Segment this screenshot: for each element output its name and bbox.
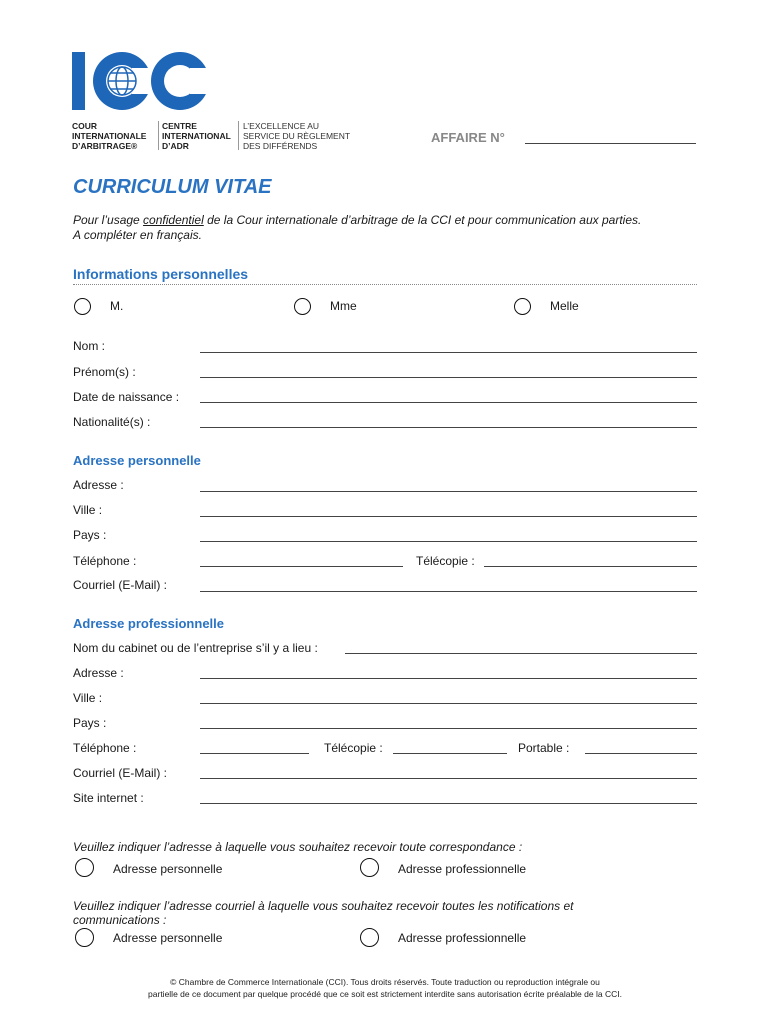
org-line: SERVICE DU RÈGLEMENT: [243, 131, 351, 141]
home-adresse-label: Adresse :: [73, 478, 124, 492]
work-fax-label: Télécopie :: [324, 741, 383, 755]
section-home-address: Adresse personnelle: [73, 453, 201, 468]
nom-label: Nom :: [73, 339, 106, 353]
logo-divider: [158, 121, 159, 150]
work-cabinet-label: Nom du cabinet ou de l’entreprise s’il y a lieu :: [73, 641, 318, 655]
radio-m[interactable]: [74, 298, 91, 315]
work-site-label: Site internet :: [73, 791, 144, 805]
footer-line-2: partielle de ce document par quelque procédé que ce soit est strictement interdite sans autorisation écrite préalable de la CCI.: [148, 989, 622, 999]
org-name-adr: [162, 121, 231, 151]
home-ville-field[interactable]: [200, 516, 697, 517]
work-phone-label: Téléphone :: [73, 741, 137, 755]
home-pays-label: Pays :: [73, 528, 107, 542]
org-line: INTERNATIONALE: [72, 131, 147, 141]
radio-correspondence-personal-label: Adresse personnelle: [113, 862, 223, 876]
work-mobile-label: Portable :: [518, 741, 570, 755]
logo-divider: [238, 121, 239, 150]
affaire-field[interactable]: [525, 143, 696, 144]
page-title: CURRICULUM VITAE: [73, 176, 272, 198]
work-phone-field[interactable]: [200, 753, 309, 754]
radio-email-professional[interactable]: [360, 928, 379, 947]
work-adresse-field[interactable]: [200, 678, 697, 679]
work-email-label: Courriel (E-Mail) :: [73, 766, 168, 780]
work-adresse-label: Adresse :: [73, 666, 124, 680]
radio-mme[interactable]: [294, 298, 311, 315]
icc-logo-mark: [72, 48, 212, 114]
radio-correspondence-personal[interactable]: [75, 858, 94, 877]
intro-line-1: [73, 213, 641, 228]
intro-line-2: A compléter en français.: [73, 228, 202, 242]
nationality-label: Nationalité(s) :: [73, 415, 151, 429]
org-line: COUR: [72, 121, 98, 131]
home-ville-label: Ville :: [73, 503, 103, 517]
section-divider: [73, 284, 697, 285]
section-work-address: Adresse professionnelle: [73, 616, 224, 631]
work-pays-field[interactable]: [200, 728, 697, 729]
radio-correspondence-professional[interactable]: [360, 858, 379, 877]
radio-correspondence-professional-label: Adresse professionnelle: [398, 862, 527, 876]
org-tagline: [243, 121, 350, 151]
home-fax-field[interactable]: [484, 566, 697, 567]
org-line: D’ADR: [162, 141, 189, 151]
birthdate-field[interactable]: [200, 402, 697, 403]
home-email-field[interactable]: [200, 591, 697, 592]
prenom-label: Prénom(s) :: [73, 365, 136, 379]
home-email-label: Courriel (E-Mail) :: [73, 578, 168, 592]
footer-line-1: © Chambre de Commerce Internationale (CCI). Tous droits réservés. Toute traduction ou reproduction intégrale ou: [170, 977, 600, 987]
intro-post: de la Cour internationale d’arbitrage de la CCI et pour communication aux parties.: [203, 213, 642, 227]
org-name-court: [72, 121, 146, 151]
intro-pre: Pour l’usage: [73, 213, 144, 227]
radio-mme-label: Mme: [330, 299, 357, 313]
affaire-label: AFFAIRE N°: [431, 130, 505, 145]
intro-text: [73, 213, 641, 243]
work-pays-label: Pays :: [73, 716, 107, 730]
intro-underlined: confidentiel: [143, 213, 204, 227]
prenom-field[interactable]: [200, 377, 697, 378]
work-cabinet-field[interactable]: [345, 653, 697, 654]
section-personal-info: Informations personnelles: [73, 266, 249, 282]
correspondence-question: Veuillez indiquer l’adresse à laquelle vous souhaitez recevoir toute correspondance :: [73, 840, 523, 854]
radio-email-professional-label: Adresse professionnelle: [398, 931, 527, 945]
radio-melle-label: Melle: [550, 299, 579, 313]
radio-melle[interactable]: [514, 298, 531, 315]
work-ville-field[interactable]: [200, 703, 697, 704]
icc-logo: [72, 48, 212, 114]
radio-m-label: M.: [110, 299, 124, 313]
home-phone-field[interactable]: [200, 566, 403, 567]
birthdate-label: Date de naissance :: [73, 390, 180, 404]
work-site-field[interactable]: [200, 803, 697, 804]
work-email-field[interactable]: [200, 778, 697, 779]
question-line-2: communications :: [73, 913, 167, 927]
footer-copyright: [60, 976, 710, 1000]
org-line: CENTRE: [162, 121, 197, 131]
work-fax-field[interactable]: [393, 753, 507, 754]
home-adresse-field[interactable]: [200, 491, 697, 492]
home-fax-label: Télécopie :: [416, 554, 475, 568]
home-pays-field[interactable]: [200, 541, 697, 542]
org-line: L’EXCELLENCE AU: [243, 121, 320, 131]
nom-field[interactable]: [200, 352, 697, 353]
org-line: DES DIFFÉRENDS: [243, 141, 318, 151]
org-line: INTERNATIONAL: [162, 131, 231, 141]
radio-email-personal[interactable]: [75, 928, 94, 947]
org-line: D’ARBITRAGE®: [72, 141, 138, 151]
work-ville-label: Ville :: [73, 691, 103, 705]
email-notification-question: [73, 899, 574, 927]
radio-email-personal-label: Adresse personnelle: [113, 931, 223, 945]
question-line-1: Veuillez indiquer l’adresse courriel à laquelle vous souhaitez recevoir toutes les notifications et: [73, 899, 574, 913]
home-phone-label: Téléphone :: [73, 554, 137, 568]
work-mobile-field[interactable]: [585, 753, 697, 754]
nationality-field[interactable]: [200, 427, 697, 428]
